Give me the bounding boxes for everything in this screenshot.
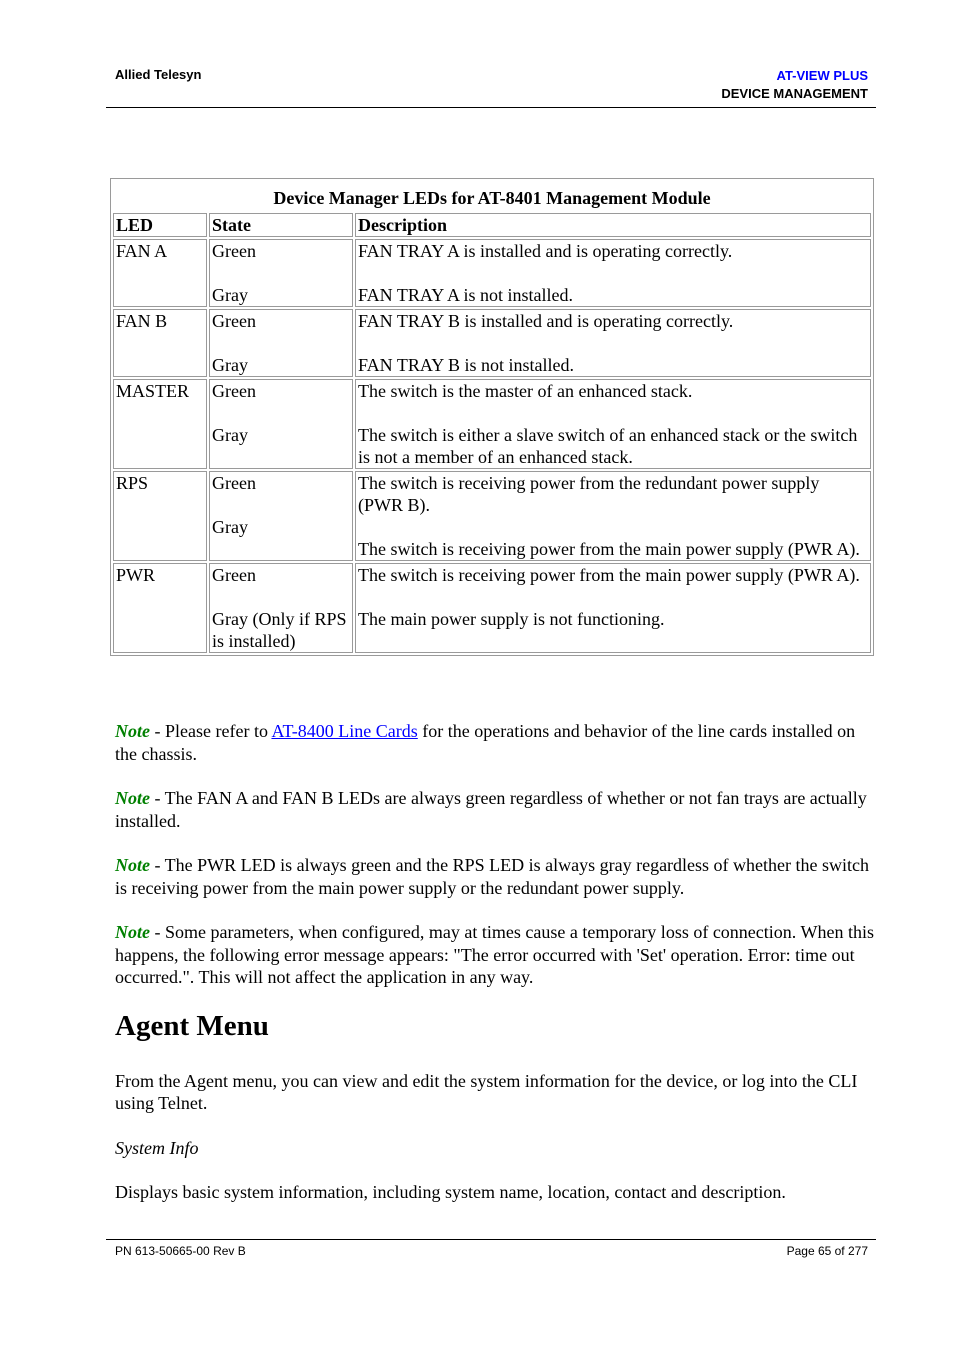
led-cell: RPS [113,471,207,561]
section-intro: From the Agent menu, you can view and edit the system information for the device, or log into the CLI using Telnet. [115,1070,858,1113]
description-off: FAN TRAY A is not installed. [358,285,574,305]
table-caption: Device Manager LEDs for AT-8401 Management Module [113,181,871,211]
note-text: - Some parameters, when configured, may at times cause a temporary loss of connection. When this happens, the following error message appears: "The error occurred with 'Set' operation. Error: time out occurred.". This will not affect the application in any way. [115,922,874,987]
note-text: - Please refer to [150,721,272,741]
note-label: Note [115,721,150,741]
led-cell: PWR [113,563,207,653]
note-label: Note [115,788,150,808]
company-name: Allied Telesyn [115,67,202,82]
description-cell [355,379,871,469]
description-on: The switch is the master of an enhanced stack. [358,381,693,401]
description-cell [355,239,871,307]
state-on: Green [212,311,256,331]
note-fan-leds [115,787,875,832]
section-name: DEVICE MANAGEMENT [721,86,868,101]
description-on: FAN TRAY A is installed and is operating correctly. [358,241,733,261]
state-off: Gray [212,285,248,305]
state-on: Green [212,381,256,401]
description-cell [355,471,871,561]
state-cell [209,563,353,653]
state-cell [209,379,353,469]
state-off: Gray [212,517,248,537]
description-off: The main power supply is not functioning. [358,609,665,629]
note-text: - The FAN A and FAN B LEDs are always green regardless of whether or not fan trays are actually installed. [115,788,867,831]
table-row [113,563,871,653]
note-label: Note [115,855,150,875]
description-on: FAN TRAY B is installed and is operating correctly. [358,311,734,331]
description-on: The switch is receiving power from the redundant power supply (PWR B). [358,473,820,515]
state-on: Green [212,473,256,493]
state-cell [209,309,353,377]
state-on: Green [212,241,256,261]
column-header-state: State [209,213,353,237]
state-cell [209,239,353,307]
column-header-led: LED [113,213,207,237]
page-number: Page 65 of 277 [786,1244,868,1258]
table-row [113,379,871,469]
table-row [113,471,871,561]
led-table [110,178,874,656]
table-row [113,309,871,377]
description-off: The switch is either a slave switch of an enhanced stack or the switch is not a member of an enhanced stack. [358,425,858,467]
note-text: for the operations and behavior of the line cards installed on the chassis. [115,721,856,764]
note-timeout [115,921,875,989]
table-header-row [113,213,871,237]
note-text: - The PWR LED is always green and the RPS LED is always gray regardless of whether the switch is receiving power from the main power supply or the redundant power supply. [115,855,869,898]
definition-term: System Info [115,1137,199,1158]
part-number: PN 613-50665-00 Rev B [115,1244,246,1258]
state-on: Green [212,565,256,585]
table-row [113,239,871,307]
column-header-description: Description [355,213,871,237]
led-cell: FAN A [113,239,207,307]
description-off: FAN TRAY B is not installed. [358,355,575,375]
led-cell: MASTER [113,379,207,469]
state-cell [209,471,353,561]
footer-rule [106,1239,876,1240]
note-line-cards [115,720,875,765]
description-off: The switch is receiving power from the main power supply (PWR A). [358,539,860,559]
section-heading: Agent Menu [115,1009,269,1042]
running-header [721,67,868,103]
description-on: The switch is receiving power from the main power supply (PWR A). [358,565,860,585]
led-cell: FAN B [113,309,207,377]
definition-text: Displays basic system information, including system name, location, contact and description. [115,1182,786,1202]
state-off: Gray [212,355,248,375]
description-cell [355,563,871,653]
note-label: Note [115,922,150,942]
state-off: Gray (Only if RPS is installed) [212,609,347,651]
product-name: AT-VIEW PLUS [776,68,868,83]
description-cell [355,309,871,377]
body-content [115,720,875,1226]
note-pwr-rps [115,854,875,899]
state-off: Gray [212,425,248,445]
header-rule [106,107,876,108]
line-cards-link[interactable]: AT-8400 Line Cards [271,721,418,741]
